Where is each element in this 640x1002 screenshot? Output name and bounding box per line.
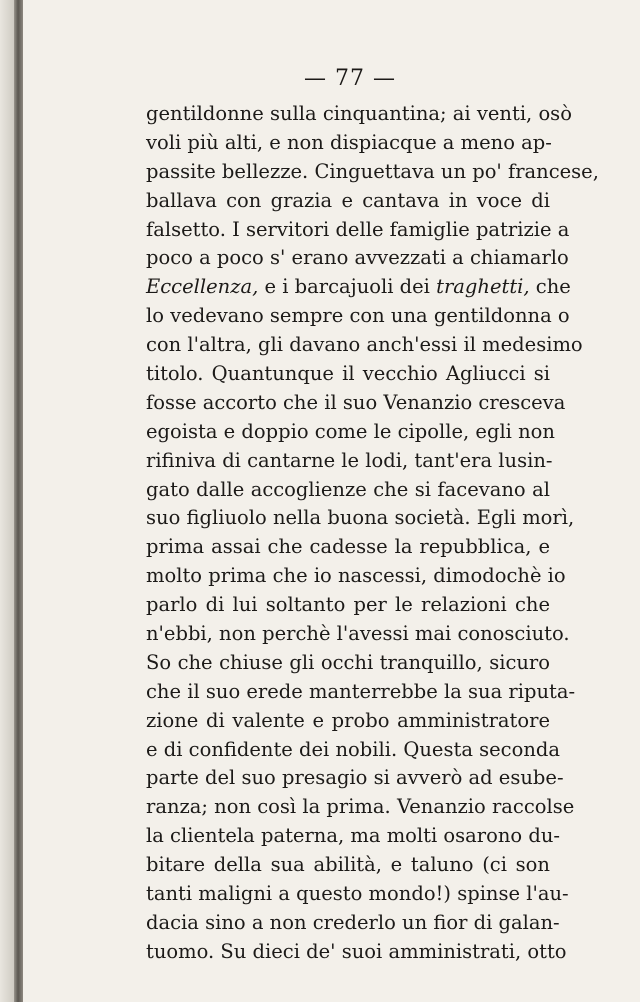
text-line: titolo. Quantunque il vecchio Agliucci si (146, 362, 550, 386)
text-line: dacia sino a non crederlo un fior di galan- (146, 910, 560, 934)
text-line: prima assai che cadesse la repubblica, e (146, 535, 550, 559)
text-line: lo vedevano sempre con una gentildonna o (146, 304, 570, 328)
text-line: gato dalle accoglienze che si facevano al (146, 477, 550, 501)
italic-word: traghetti, (436, 275, 530, 299)
page-number: — 77 — (304, 66, 396, 91)
text-line: e di confidente dei nobili. Questa seconda (146, 737, 561, 761)
text-line: che il suo erede manterrebbe la sua riputa- (146, 679, 576, 703)
text-line: molto prima che io nascessi, dimodochè io (146, 564, 566, 588)
body-text (146, 100, 599, 967)
text-line: parte del suo presagio si avverò ad esube- (146, 766, 564, 790)
text-line: zione di valente e probo amministratore (146, 708, 550, 732)
text-line: parlo di lui soltanto per le relazioni che (146, 593, 550, 617)
text-line: la clientela paterna, ma molti osarono du- (146, 824, 560, 848)
text-line-with-italics (146, 273, 571, 302)
page-binding-edge (14, 0, 23, 1002)
binding-shadow (0, 0, 14, 1002)
italic-word: Eccellenza, (146, 275, 259, 299)
text-line: con l'altra, gli davano anch'essi il medesimo (146, 333, 583, 357)
text-line: ballava con grazia e cantava in voce di (146, 188, 550, 212)
text-line: fosse accorto che il suo Venanzio cresceva (146, 390, 566, 414)
text-fragment: e i barcajuoli dei (258, 275, 437, 299)
text-line: egoista e doppio come le cipolle, egli non (146, 419, 555, 443)
text-line: So che chiuse gli occhi tranquillo, sicuro (146, 650, 550, 674)
text-line: gentildonne sulla cinquantina; ai venti, osò (146, 102, 572, 125)
text-line: suo figliuolo nella buona società. Egli morì, (146, 506, 575, 530)
text-fragment: che (529, 275, 571, 299)
text-line: voli più alti, e non dispiacque a meno ap- (146, 130, 552, 154)
text-line: falsetto. I servitori delle famiglie patrizie a (146, 217, 570, 241)
text-line: passite bellezze. Cinguettava un po' francese, (146, 159, 599, 183)
text-line: tuomo. Su dieci de' suoi amministrati, otto (146, 939, 567, 963)
text-line: bitare della sua abilità, e taluno (ci son (146, 853, 550, 877)
text-line: n'ebbi, non perchè l'avessi mai conosciuto. (146, 622, 570, 646)
text-line: tanti maligni a questo mondo!) spinse l'au- (146, 882, 569, 906)
text-line: poco a poco s' erano avvezzati a chiamarlo (146, 246, 569, 270)
text-line: rifiniva di cantarne le lodi, tant'era lusin- (146, 448, 553, 472)
text-line: ranza; non così la prima. Venanzio raccolse (146, 795, 575, 819)
